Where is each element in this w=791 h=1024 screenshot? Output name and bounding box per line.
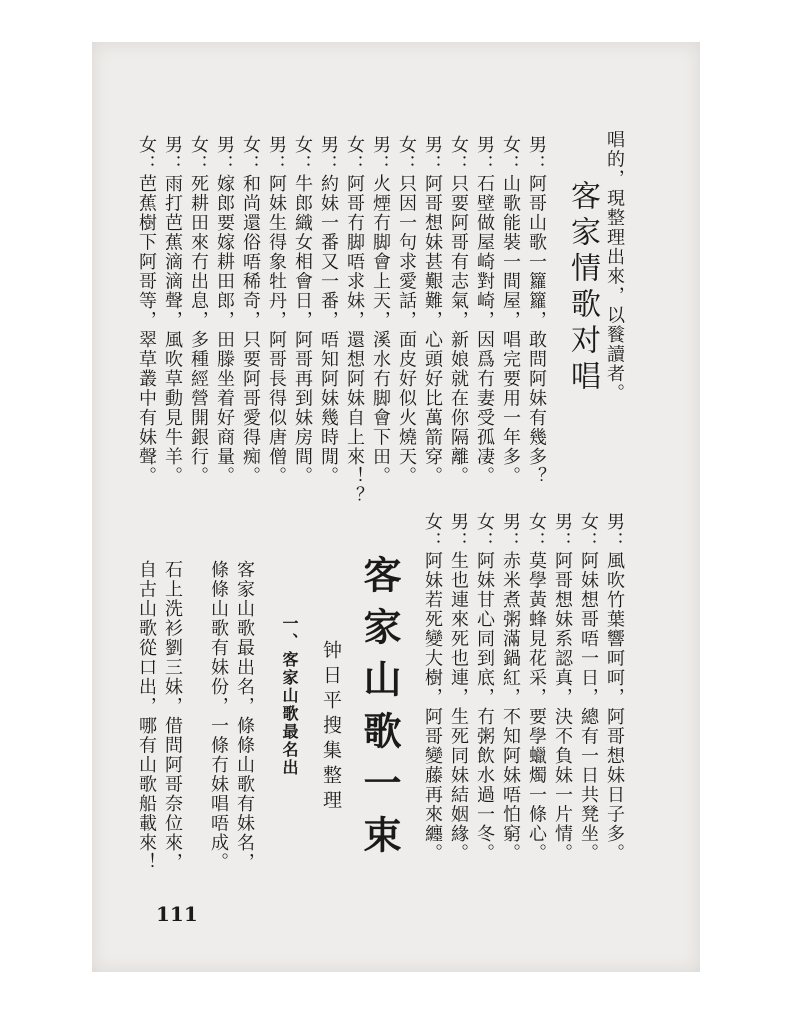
song-line: 女：阿妹若死變大樹，阿哥變藤再來纏。 — [422, 512, 443, 863]
song-line: 女：只因一句求愛話，面皮好似火燒天。 — [396, 135, 417, 486]
song-line: 女：阿妹甘心同到底，冇粥飲水過一冬。 — [474, 512, 495, 863]
title-hakka-love-duet: 客家情歌对唱 — [565, 180, 600, 396]
song-line: 男：雨打芭蕉滴滴聲，風吹草動見牛羊。 — [162, 135, 183, 486]
section-heading: 一、客家山歌最名出 — [280, 615, 299, 777]
song-line: 女：只要阿哥有志氣，新娘就在你隔離。 — [448, 135, 469, 486]
song-line: 男：風吹竹葉響呵呵，阿哥想妹日子多。 — [604, 512, 625, 863]
song-line: 女：山歌能裝一間屋，唱完要用一年多。 — [500, 135, 521, 486]
song-line: 女：牛郎織女相會日，阿哥再到妹房間。 — [292, 135, 313, 486]
song-line: 男：生也連來死也連，生死同妹結姻緣。 — [448, 512, 469, 863]
song-line: 女：死耕田來冇出息，多種經營開銀行。 — [188, 135, 209, 486]
song-line: 男：阿哥想妹甚艱難，心頭好比萬箭穿。 — [422, 135, 443, 486]
song-line: 男：嫁郎要嫁耕田郎，田滕坐着好商量。 — [214, 135, 235, 486]
intro-line: 唱的，現整理出來，以餮讀者。 — [604, 130, 625, 403]
song-line: 女：和尚還俗唔稀奇，只要阿哥愛得痴。 — [240, 135, 261, 486]
song-line: 男：石壁做屋崎對崎，因爲冇妻受孤凄。 — [474, 135, 495, 486]
song-line: 女：阿哥冇脚唔求妹，還想阿妹自上來！？ — [344, 135, 365, 506]
song-line: 男：赤米煮粥滿鍋紅，不知阿妹唔怕窮。 — [500, 512, 521, 863]
page-number: 111 — [156, 902, 198, 926]
song-line: 女：莫學黃蜂見花采，要學蠟燭一條心。 — [526, 512, 547, 863]
song-line: 男：阿哥想妹系認真，決不負妹一片情。 — [552, 512, 573, 863]
poem-line: 客家山歌最出名，條條山歌有妹名， — [234, 560, 255, 872]
poem-line: 自古山歌從口出，哪有山歌船載來！ — [136, 560, 157, 872]
compiler-credit: 钟日平搜集整理 — [320, 640, 342, 815]
title-hakka-folk-songs: 客家山歌一束 — [357, 555, 401, 867]
song-line: 男：阿哥山歌一籮籮，敢問阿妹有幾多？ — [526, 135, 547, 486]
song-line: 男：火煙冇脚會上天，溪水冇脚會下田。 — [370, 135, 391, 486]
song-line: 男：約妹一番又一番，唔知阿妹幾時閒。 — [318, 135, 339, 486]
poem-line: 條條山歌有妹份，一條冇妹唱唔成。 — [208, 560, 229, 872]
song-line: 女：阿妹想哥唔一日，總有一日共凳坐。 — [578, 512, 599, 863]
poem-line: 石上洗衫劉三妹，借問阿哥奈位來， — [162, 560, 183, 872]
song-line: 男：阿妹生得象牡丹，阿哥長得似唐僧。 — [266, 135, 287, 486]
song-line: 女：芭蕉樹下阿哥等，翠草叢中有妹聲。 — [136, 135, 157, 486]
